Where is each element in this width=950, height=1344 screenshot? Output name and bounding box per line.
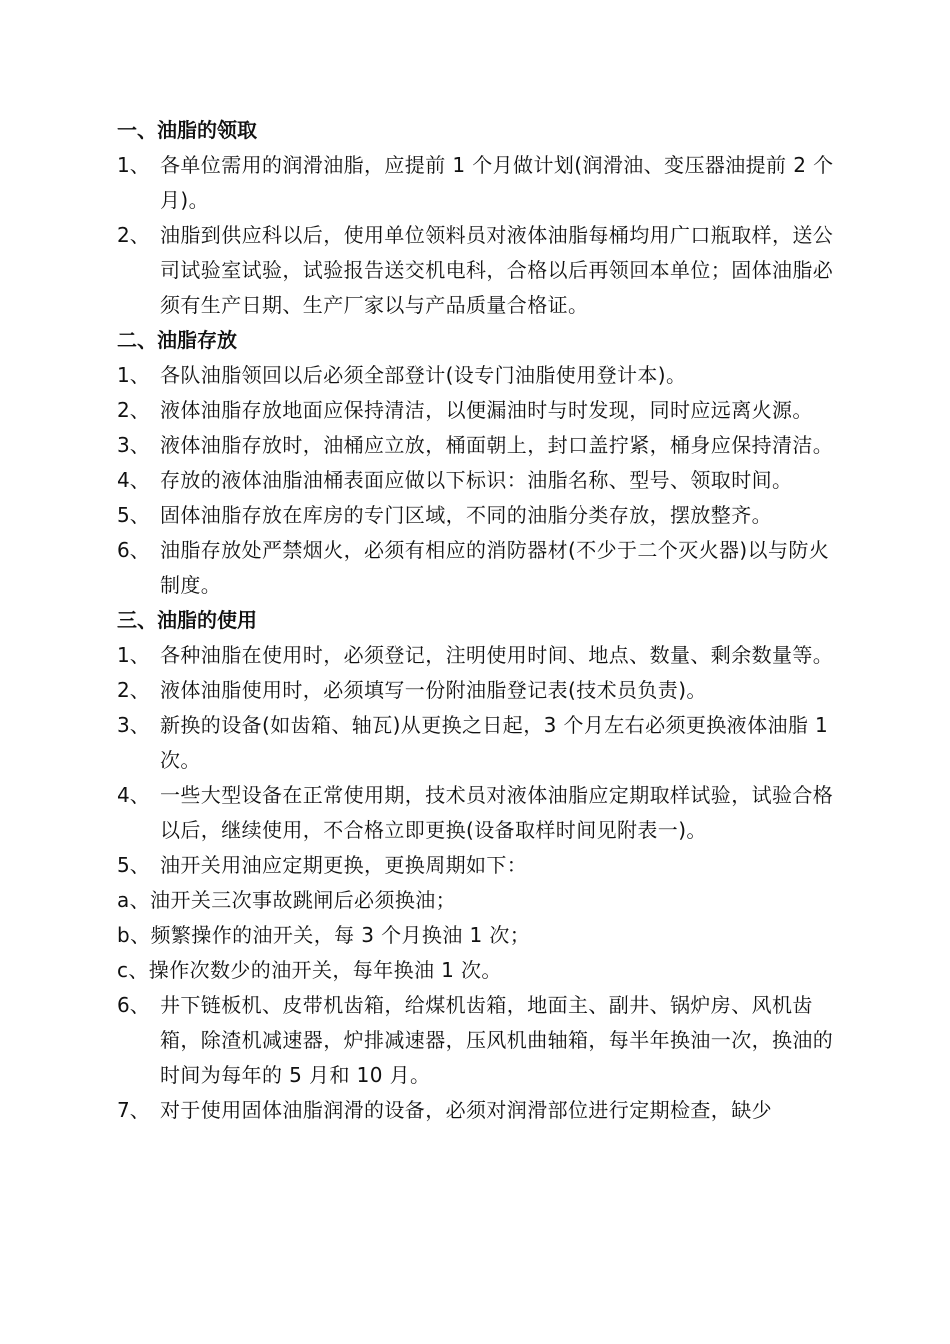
item-number: 3、 [117, 433, 150, 457]
item-number: 1、 [117, 363, 150, 387]
list-item [117, 393, 847, 428]
list-item [117, 638, 847, 673]
list-item [117, 358, 847, 393]
list-item [117, 1093, 847, 1128]
item-text: 油脂存放处严禁烟火，必须有相应的消防器材(不少于二个灭火器)以与防火制度。 [160, 538, 830, 597]
sub-list-item: a、油开关三次事故跳闸后必须换油； [117, 888, 457, 912]
list-item [117, 708, 847, 778]
item-text: 各种油脂在使用时，必须登记，注明使用时间、地点、数量、剩余数量等。 [160, 643, 834, 667]
sub-list-item: c、操作次数少的油开关，每年换油 1 次。 [117, 958, 502, 982]
item-text: 液体油脂存放时，油桶应立放，桶面朝上，封口盖拧紧，桶身应保持清洁。 [160, 433, 834, 457]
list-item [117, 428, 847, 463]
item-number: 7、 [117, 1098, 150, 1122]
item-text: 井下链板机、皮带机齿箱，给煤机齿箱，地面主、副井、锅炉房、风机齿箱，除渣机减速器，炉排减速器，压风机曲轴箱，每半年换油一次，换油的时间为每年的 5 月和 10 月。 [160, 993, 834, 1087]
item-number: 2、 [117, 223, 150, 247]
section-heading: 三、油脂的使用 [117, 608, 257, 632]
item-number: 4、 [117, 783, 150, 807]
item-number: 5、 [117, 503, 150, 527]
section-heading: 一、油脂的领取 [117, 118, 257, 142]
item-text: 对于使用固体油脂润滑的设备，必须对润滑部位进行定期检查，缺少 [160, 1098, 772, 1122]
list-item [117, 498, 847, 533]
list-item [117, 148, 847, 218]
item-text: 固体油脂存放在库房的专门区域，不同的油脂分类存放，摆放整齐。 [160, 503, 772, 527]
list-item [117, 218, 847, 323]
item-text: 存放的液体油脂油桶表面应做以下标识：油脂名称、型号、领取时间。 [160, 468, 793, 492]
list-item [117, 988, 847, 1093]
list-item [117, 673, 847, 708]
item-number: 6、 [117, 538, 150, 562]
sub-list-item: b、频繁操作的油开关，每 3 个月换油 1 次； [117, 923, 531, 947]
item-number: 2、 [117, 678, 150, 702]
document-body [117, 113, 847, 1128]
list-item [117, 778, 847, 848]
item-number: 3、 [117, 713, 150, 737]
item-number: 2、 [117, 398, 150, 422]
item-number: 6、 [117, 993, 150, 1017]
list-item [117, 848, 847, 883]
item-text: 新换的设备(如齿箱、轴瓦)从更换之日起，3 个月左右必须更换液体油脂 1 次。 [160, 713, 829, 772]
list-item [117, 533, 847, 603]
item-text: 油开关用油应定期更换，更换周期如下： [160, 853, 528, 877]
item-text: 油脂到供应科以后，使用单位领料员对液体油脂每桶均用广口瓶取样，送公司试验室试验，试验报告送交机电科，合格以后再领回本单位；固体油脂必须有生产日期、生产厂家以与产品质量合格证。 [160, 223, 834, 317]
list-item [117, 463, 847, 498]
item-number: 4、 [117, 468, 150, 492]
item-number: 1、 [117, 153, 150, 177]
item-text: 一些大型设备在正常使用期，技术员对液体油脂应定期取样试验，试验合格以后，继续使用，不合格立即更换(设备取样时间见附表一)。 [160, 783, 834, 842]
item-text: 各队油脂领回以后必须全部登计(设专门油脂使用登计本)。 [160, 363, 687, 387]
section-heading: 二、油脂存放 [117, 328, 237, 352]
item-number: 1、 [117, 643, 150, 667]
item-text: 各单位需用的润滑油脂，应提前 1 个月做计划(润滑油、变压器油提前 2 个月)。 [160, 153, 834, 212]
item-text: 液体油脂存放地面应保持清洁，以便漏油时与时发现，同时应远离火源。 [160, 398, 813, 422]
item-text: 液体油脂使用时，必须填写一份附油脂登记表(技术员负责)。 [160, 678, 707, 702]
item-number: 5、 [117, 853, 150, 877]
